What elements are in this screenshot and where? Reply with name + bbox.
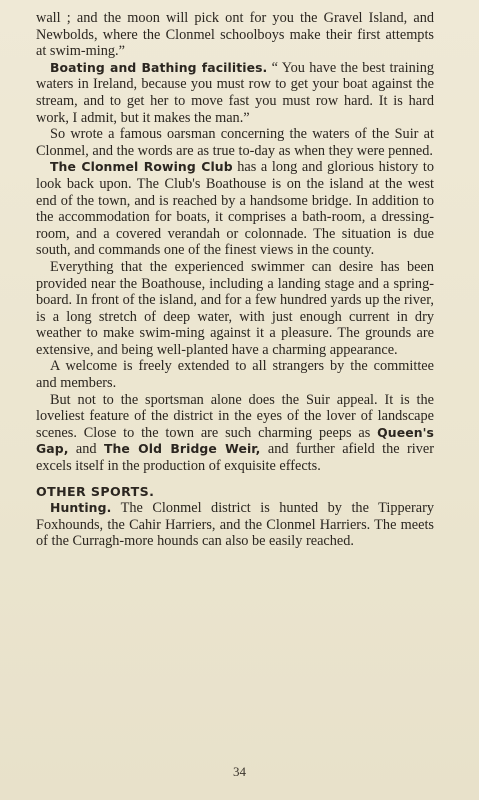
section-heading: OTHER SPORTS. xyxy=(36,483,155,499)
paragraph-text: “ You have the best training waters in Ireland, because you must row to get your boat against the stream, and to get her to move fast you must row hard. It is hard work, I admit, but it makes the man.” xyxy=(36,59,434,126)
paragraph-text: So wrote a famous oarsman concerning the waters of the Suir at Clonmel, and the words are as true to-day as when they were penned. xyxy=(36,126,434,159)
paragraph-suir-appeal xyxy=(36,392,434,475)
paragraph-text: and xyxy=(68,441,104,458)
paragraph-text: has a long and glorious history to look back upon. The Club's Boathouse is on the island at the west end of the town, and is reached by a handsome bridge. In addition to the accommodation for boats, it comprises a bath-room, a dressing-room, and a covered verandah or colonnade. The situation is due south, and commands one of the finest views in the county. xyxy=(36,159,434,259)
page-number: 34 xyxy=(233,764,246,779)
paragraph-text: But not to the sportsman alone does the Suir appeal. It is the loveliest feature of the district in the eyes of the lover of landscape scenes. Close to the town are such charming peeps as xyxy=(36,391,434,441)
paragraph-swimmer xyxy=(36,259,434,359)
paragraph-text: A welcome is freely extended to all strangers by the committee and members. xyxy=(36,358,434,392)
paragraph-welcome xyxy=(36,358,434,391)
page-body xyxy=(36,10,434,550)
paragraph-boating xyxy=(36,60,434,126)
paragraph-text: and further afield the river excels itself in the production of exquisite effects. xyxy=(36,441,434,475)
paragraph-oarsman xyxy=(36,126,434,159)
paragraph-text: The Clonmel district is hunted by the Tipperary Foxhounds, the Cahir Harriers, and the Clonmel Harriers. The meets of the Curragh-more hounds can also be easily reached. xyxy=(36,500,434,550)
place-queens-gap: Queen's Gap, xyxy=(36,424,434,457)
subheading-boating: Boating and Bathing facilities. xyxy=(50,59,268,75)
paragraph-text: Everything that the experienced swimmer can desire has been provided near the Boathouse, including a landing stage and a spring-board. In front of the island, and for a few hundred yards up the river, is a long stretch of deep water, with just enough current in dry weather to make swim-ming against it a pleasure. The grounds are extensive, and being well-planted have a charming appearance. xyxy=(36,258,434,358)
paragraph-rowing-club xyxy=(36,159,434,259)
subheading-hunting: Hunting. xyxy=(50,500,112,516)
paragraph-text: wall ; and the moon will pick ont for you the Gravel Island, and Newbolds, where the Clonmel schoolboys make their first attempts at swim-ming.” xyxy=(36,10,434,60)
subheading-rowing-club: The Clonmel Rowing Club xyxy=(50,159,233,175)
paragraph-hunting xyxy=(36,500,434,550)
paragraph-continuation xyxy=(36,10,434,60)
place-old-bridge-weir: The Old Bridge Weir, xyxy=(103,441,261,457)
